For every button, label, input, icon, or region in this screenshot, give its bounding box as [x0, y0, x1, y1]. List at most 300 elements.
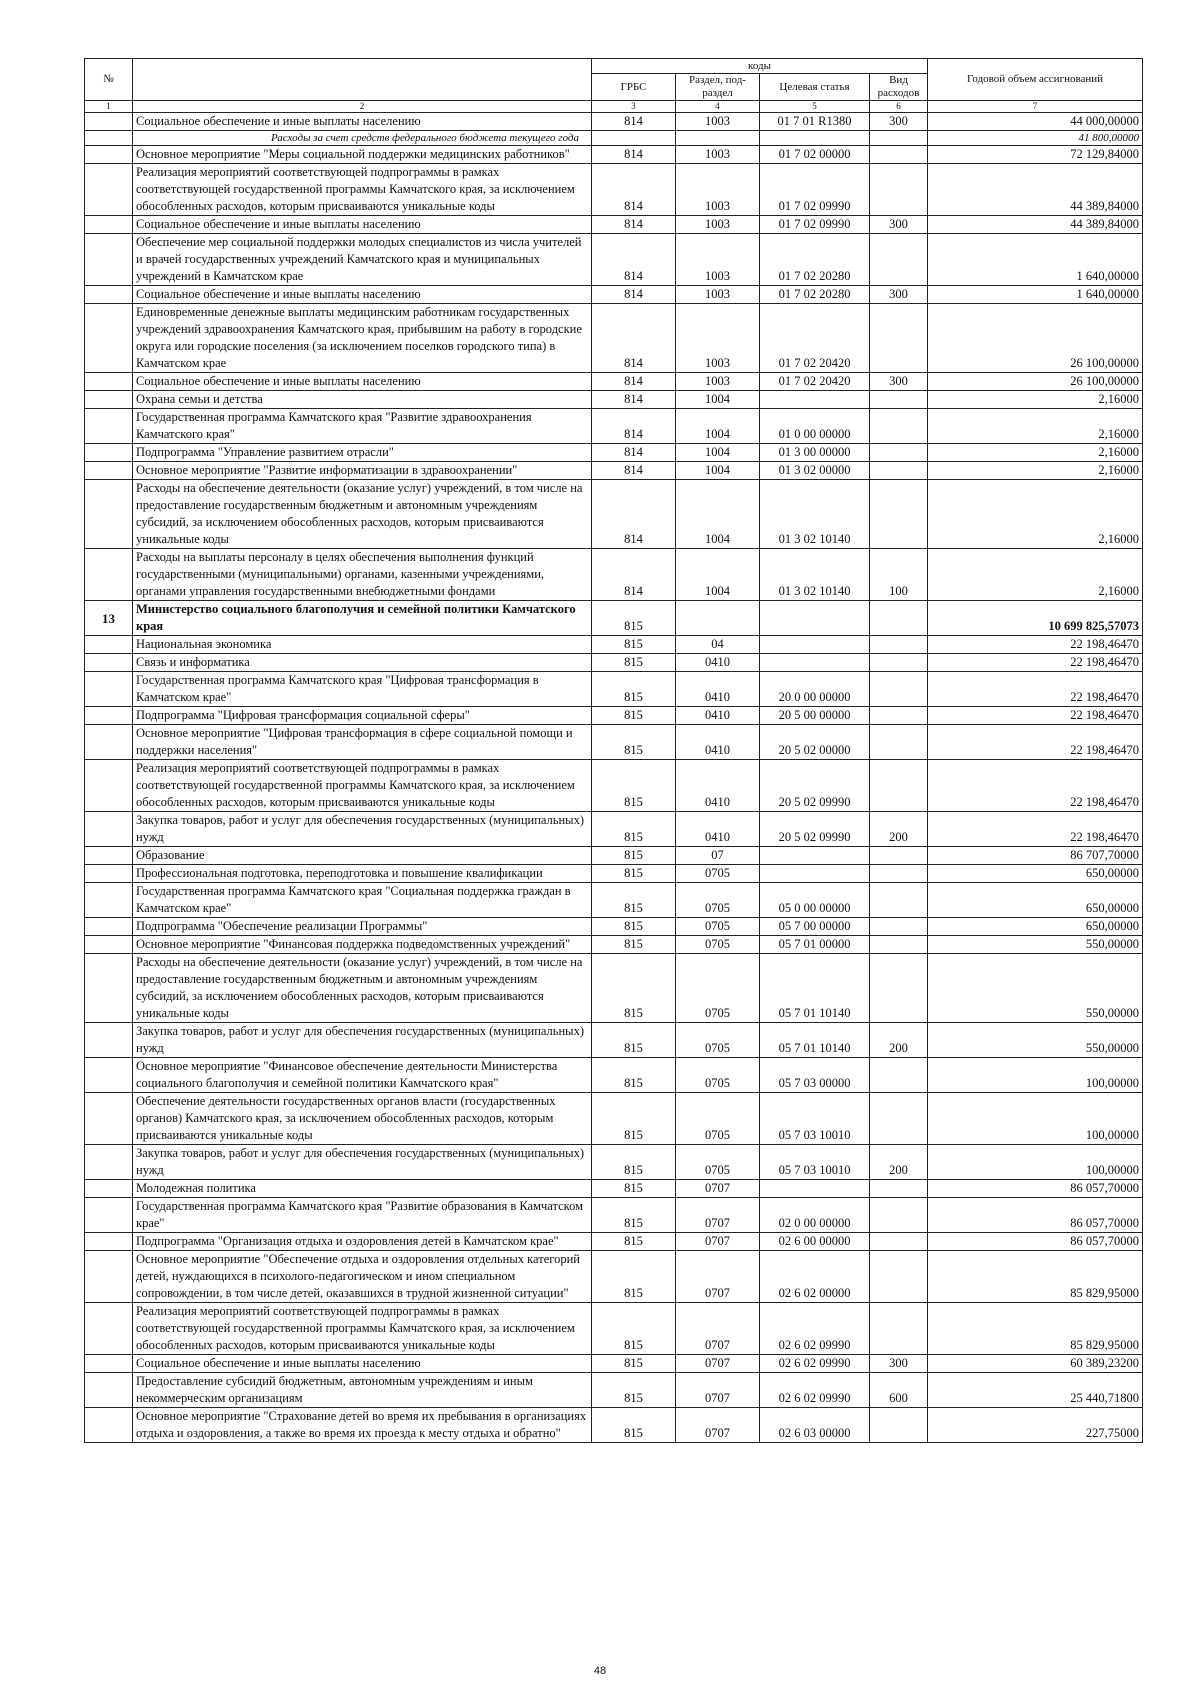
- row-section-code: 0707: [676, 1373, 760, 1408]
- row-description: Основное мероприятие "Финансовая поддержка подведомственных учреждений": [133, 936, 592, 954]
- row-section-code: 0707: [676, 1180, 760, 1198]
- header-num: №: [85, 59, 133, 101]
- row-number: [85, 1198, 133, 1233]
- row-number: [85, 462, 133, 480]
- row-expense-kind: 200: [870, 812, 928, 847]
- row-description: Основное мероприятие "Обеспечение отдыха и оздоровления отдельных категорий детей, нуждающихся в психолого-педагогическом и ином специальном сопровождении, в том числе детей, оказавшихся в трудной жизненной ситуации": [133, 1251, 592, 1303]
- row-description: Подпрограмма "Цифровая трансформация социальной сферы": [133, 707, 592, 725]
- row-number: [85, 654, 133, 672]
- row-expense-kind: [870, 918, 928, 936]
- table-row: [85, 164, 1143, 216]
- row-grbs-code: 815: [592, 654, 676, 672]
- row-amount: 227,75000: [928, 1408, 1143, 1443]
- row-number: [85, 391, 133, 409]
- row-amount: 650,00000: [928, 865, 1143, 883]
- row-grbs-code: 815: [592, 1180, 676, 1198]
- row-expense-kind: 300: [870, 113, 928, 131]
- row-number: [85, 1355, 133, 1373]
- row-section-code: 1003: [676, 113, 760, 131]
- budget-table: [84, 58, 1143, 1443]
- row-number: [85, 725, 133, 760]
- row-description: Профессиональная подготовка, переподготовка и повышение квалификации: [133, 865, 592, 883]
- row-expense-kind: [870, 1198, 928, 1233]
- table-row: [85, 847, 1143, 865]
- header-grbs: ГРБС: [592, 74, 676, 101]
- row-amount: 86 707,70000: [928, 847, 1143, 865]
- row-description: Социальное обеспечение и иные выплаты населению: [133, 113, 592, 131]
- row-grbs-code: 815: [592, 1408, 676, 1443]
- row-expense-kind: 100: [870, 549, 928, 601]
- row-expense-kind: [870, 707, 928, 725]
- row-grbs-code: 815: [592, 1355, 676, 1373]
- row-target-code: 05 7 03 10010: [760, 1145, 870, 1180]
- row-description: Реализация мероприятий соответствующей подпрограммы в рамках соответствующей государственной программы Камчатского края, за исключением обособленных расходов, которым присваиваются уникальные коды: [133, 1303, 592, 1355]
- row-amount: 26 100,00000: [928, 373, 1143, 391]
- row-target-code: 20 5 02 09990: [760, 812, 870, 847]
- row-description: Расходы на выплаты персоналу в целях обеспечения выполнения функций государственными (муниципальными) органами, казенными учреждениями, органами управления государственными внебюджетными фондами: [133, 549, 592, 601]
- row-number: [85, 113, 133, 131]
- table-row: [85, 480, 1143, 549]
- row-amount: 26 100,00000: [928, 304, 1143, 373]
- table-row: [85, 131, 1143, 146]
- row-section-code: 1003: [676, 304, 760, 373]
- row-grbs-code: 814: [592, 373, 676, 391]
- row-number: [85, 847, 133, 865]
- row-amount: 22 198,46470: [928, 812, 1143, 847]
- table-row: [85, 601, 1143, 636]
- row-section-code: 0705: [676, 1023, 760, 1058]
- header-kind: Вид расходов: [870, 74, 928, 101]
- row-grbs-code: 815: [592, 812, 676, 847]
- row-section-code: 0707: [676, 1251, 760, 1303]
- row-amount: 100,00000: [928, 1145, 1143, 1180]
- row-target-code: 05 0 00 00000: [760, 883, 870, 918]
- table-row: [85, 812, 1143, 847]
- row-grbs-code: 814: [592, 216, 676, 234]
- row-expense-kind: [870, 444, 928, 462]
- header-colnum: 6: [870, 101, 928, 113]
- header-colnum: 2: [133, 101, 592, 113]
- row-grbs-code: 814: [592, 462, 676, 480]
- row-target-code: 01 7 02 20280: [760, 286, 870, 304]
- row-section-code: 0705: [676, 1093, 760, 1145]
- row-grbs-code: 814: [592, 146, 676, 164]
- row-number: [85, 234, 133, 286]
- row-number: [85, 216, 133, 234]
- row-expense-kind: [870, 1251, 928, 1303]
- row-expense-kind: [870, 462, 928, 480]
- row-description: Подпрограмма "Обеспечение реализации Программы": [133, 918, 592, 936]
- row-description: Подпрограмма "Управление развитием отрасли": [133, 444, 592, 462]
- row-description: Основное мероприятие "Страхование детей во время их пребывания в организациях отдыха и оздоровления, а также во время их проезда к месту отдыха и обратно": [133, 1408, 592, 1443]
- row-section-code: 0705: [676, 883, 760, 918]
- row-number: [85, 286, 133, 304]
- row-number: [85, 760, 133, 812]
- row-amount: 550,00000: [928, 936, 1143, 954]
- row-amount: 22 198,46470: [928, 636, 1143, 654]
- row-grbs-code: 815: [592, 1023, 676, 1058]
- row-description: Молодежная политика: [133, 1180, 592, 1198]
- row-grbs-code: 815: [592, 1251, 676, 1303]
- table-row: [85, 549, 1143, 601]
- row-section-code: 1003: [676, 164, 760, 216]
- row-section-code: 1004: [676, 391, 760, 409]
- row-target-code: 02 6 02 00000: [760, 1251, 870, 1303]
- row-description: Единовременные денежные выплаты медицинским работникам государственных учреждений здравоохранения Камчатского края, прибывшим на работу в городские округа или городские поселения (за исключением поселков городского типа) в Камчатском крае: [133, 304, 592, 373]
- row-number: [85, 954, 133, 1023]
- row-section-code: 0705: [676, 1145, 760, 1180]
- row-expense-kind: [870, 760, 928, 812]
- row-number: [85, 1180, 133, 1198]
- row-expense-kind: [870, 1180, 928, 1198]
- table-row: [85, 216, 1143, 234]
- row-amount: 41 800,00000: [928, 131, 1143, 146]
- row-number: [85, 549, 133, 601]
- table-row: [85, 636, 1143, 654]
- row-amount: 60 389,23200: [928, 1355, 1143, 1373]
- row-target-code: 01 7 02 00000: [760, 146, 870, 164]
- row-section-code: 07: [676, 847, 760, 865]
- row-expense-kind: 300: [870, 373, 928, 391]
- row-section-code: 0410: [676, 654, 760, 672]
- header-colnum: 7: [928, 101, 1143, 113]
- row-section-code: [676, 131, 760, 146]
- row-number: [85, 883, 133, 918]
- row-grbs-code: 815: [592, 936, 676, 954]
- table-row: [85, 373, 1143, 391]
- row-expense-kind: [870, 847, 928, 865]
- row-target-code: 05 7 01 10140: [760, 1023, 870, 1058]
- row-amount: 650,00000: [928, 883, 1143, 918]
- row-amount: 650,00000: [928, 918, 1143, 936]
- row-description: Основное мероприятие "Меры социальной поддержки медицинских работников": [133, 146, 592, 164]
- table-row: [85, 1145, 1143, 1180]
- row-description: Министерство социального благополучия и семейной политики Камчатского края: [133, 601, 592, 636]
- table-row: [85, 1251, 1143, 1303]
- row-target-code: 01 7 02 20280: [760, 234, 870, 286]
- row-expense-kind: [870, 883, 928, 918]
- table-row: [85, 1023, 1143, 1058]
- row-target-code: [760, 847, 870, 865]
- table-row: [85, 1303, 1143, 1355]
- row-section-code: 0410: [676, 672, 760, 707]
- row-amount: 2,16000: [928, 391, 1143, 409]
- row-number: [85, 373, 133, 391]
- table-row: [85, 954, 1143, 1023]
- row-target-code: 01 7 02 09990: [760, 164, 870, 216]
- row-target-code: 05 7 01 10140: [760, 954, 870, 1023]
- row-expense-kind: [870, 601, 928, 636]
- row-target-code: 02 6 03 00000: [760, 1408, 870, 1443]
- row-number: [85, 1408, 133, 1443]
- row-expense-kind: [870, 480, 928, 549]
- row-amount: 22 198,46470: [928, 654, 1143, 672]
- row-section-code: 0705: [676, 936, 760, 954]
- row-section-code: 1004: [676, 444, 760, 462]
- row-grbs-code: 814: [592, 286, 676, 304]
- page-number: 48: [593, 1665, 607, 1677]
- table-row: [85, 1408, 1143, 1443]
- row-amount: 1 640,00000: [928, 234, 1143, 286]
- table-row: [85, 725, 1143, 760]
- row-target-code: 20 5 02 09990: [760, 760, 870, 812]
- header-colnum: 5: [760, 101, 870, 113]
- table-row: [85, 1058, 1143, 1093]
- row-description: Социальное обеспечение и иные выплаты населению: [133, 1355, 592, 1373]
- row-grbs-code: 815: [592, 918, 676, 936]
- row-grbs-code: 815: [592, 601, 676, 636]
- row-expense-kind: [870, 865, 928, 883]
- row-description: Связь и информатика: [133, 654, 592, 672]
- table-row: [85, 304, 1143, 373]
- row-grbs-code: 815: [592, 1233, 676, 1251]
- row-target-code: [760, 131, 870, 146]
- table-row: [85, 444, 1143, 462]
- row-target-code: [760, 1180, 870, 1198]
- row-description: Реализация мероприятий соответствующей подпрограммы в рамках соответствующей государственной программы Камчатского края, за исключением обособленных расходов, которым присваиваются уникальные коды: [133, 760, 592, 812]
- row-amount: 85 829,95000: [928, 1251, 1143, 1303]
- row-target-code: 02 6 02 09990: [760, 1303, 870, 1355]
- row-amount: 2,16000: [928, 549, 1143, 601]
- row-number: 13: [85, 601, 133, 636]
- row-grbs-code: 815: [592, 725, 676, 760]
- row-amount: 86 057,70000: [928, 1233, 1143, 1251]
- row-expense-kind: 200: [870, 1023, 928, 1058]
- row-section-code: 1004: [676, 549, 760, 601]
- row-grbs-code: 815: [592, 1373, 676, 1408]
- row-target-code: 20 5 00 00000: [760, 707, 870, 725]
- row-number: [85, 1233, 133, 1251]
- row-expense-kind: [870, 234, 928, 286]
- row-grbs-code: 815: [592, 954, 676, 1023]
- row-amount: 2,16000: [928, 480, 1143, 549]
- row-section-code: 1003: [676, 286, 760, 304]
- table-row: [85, 462, 1143, 480]
- row-expense-kind: [870, 1093, 928, 1145]
- row-expense-kind: [870, 725, 928, 760]
- row-target-code: 02 6 02 09990: [760, 1355, 870, 1373]
- table-row: [85, 1355, 1143, 1373]
- table-row: [85, 1180, 1143, 1198]
- row-amount: 550,00000: [928, 954, 1143, 1023]
- row-amount: 10 699 825,57073: [928, 601, 1143, 636]
- budget-table-sheet: [84, 58, 1142, 1443]
- row-target-code: 05 7 03 10010: [760, 1093, 870, 1145]
- row-grbs-code: 814: [592, 113, 676, 131]
- row-expense-kind: 300: [870, 216, 928, 234]
- row-expense-kind: [870, 954, 928, 1023]
- row-grbs-code: 815: [592, 707, 676, 725]
- row-description: Социальное обеспечение и иные выплаты населению: [133, 286, 592, 304]
- header-colnum: 3: [592, 101, 676, 113]
- row-amount: 100,00000: [928, 1093, 1143, 1145]
- row-number: [85, 1093, 133, 1145]
- row-number: [85, 865, 133, 883]
- table-row: [85, 1373, 1143, 1408]
- row-amount: 85 829,95000: [928, 1303, 1143, 1355]
- row-section-code: [676, 601, 760, 636]
- table-row: [85, 760, 1143, 812]
- row-section-code: 0705: [676, 918, 760, 936]
- row-target-code: 01 3 02 10140: [760, 480, 870, 549]
- row-grbs-code: 814: [592, 391, 676, 409]
- row-number: [85, 1058, 133, 1093]
- row-target-code: 02 0 00 00000: [760, 1198, 870, 1233]
- row-target-code: 05 7 01 00000: [760, 936, 870, 954]
- row-description: Основное мероприятие "Цифровая трансформация в сфере социальной помощи и поддержки населения": [133, 725, 592, 760]
- row-expense-kind: [870, 409, 928, 444]
- row-target-code: 01 7 01 R1380: [760, 113, 870, 131]
- table-row: [85, 883, 1143, 918]
- row-grbs-code: 815: [592, 1198, 676, 1233]
- row-description: Государственная программа Камчатского края "Развитие образования в Камчатском крае": [133, 1198, 592, 1233]
- row-amount: 22 198,46470: [928, 760, 1143, 812]
- row-expense-kind: [870, 391, 928, 409]
- row-target-code: 01 0 00 00000: [760, 409, 870, 444]
- table-row: [85, 865, 1143, 883]
- row-expense-kind: [870, 1408, 928, 1443]
- row-grbs-code: 814: [592, 234, 676, 286]
- row-number: [85, 480, 133, 549]
- row-expense-kind: 300: [870, 286, 928, 304]
- row-grbs-code: 815: [592, 865, 676, 883]
- header-section: Раздел, под-раздел: [676, 74, 760, 101]
- row-grbs-code: 814: [592, 164, 676, 216]
- table-row: [85, 391, 1143, 409]
- row-expense-kind: [870, 1058, 928, 1093]
- row-amount: 44 389,84000: [928, 164, 1143, 216]
- row-description: Социальное обеспечение и иные выплаты населению: [133, 373, 592, 391]
- row-section-code: 1003: [676, 234, 760, 286]
- row-number: [85, 1303, 133, 1355]
- row-target-code: 05 7 00 00000: [760, 918, 870, 936]
- table-row: [85, 1198, 1143, 1233]
- row-expense-kind: [870, 672, 928, 707]
- table-row: [85, 672, 1143, 707]
- row-amount: 25 440,71800: [928, 1373, 1143, 1408]
- row-expense-kind: 300: [870, 1355, 928, 1373]
- row-section-code: 1004: [676, 462, 760, 480]
- row-number: [85, 146, 133, 164]
- row-target-code: 20 5 02 00000: [760, 725, 870, 760]
- row-expense-kind: [870, 304, 928, 373]
- row-number: [85, 636, 133, 654]
- row-description: Расходы на обеспечение деятельности (оказание услуг) учреждений, в том числе на предоставление государственным бюджетным и автономным учреждениям субсидий, за исключением обособленных расходов, которым присваиваются уникальные коды: [133, 480, 592, 549]
- row-section-code: 1004: [676, 480, 760, 549]
- row-number: [85, 444, 133, 462]
- row-target-code: [760, 636, 870, 654]
- row-grbs-code: 815: [592, 760, 676, 812]
- table-row: [85, 234, 1143, 286]
- row-grbs-code: 814: [592, 304, 676, 373]
- table-row: [85, 654, 1143, 672]
- row-description: Подпрограмма "Организация отдыха и оздоровления детей в Камчатском крае": [133, 1233, 592, 1251]
- header-codes: коды: [592, 59, 928, 74]
- row-description: Охрана семьи и детства: [133, 391, 592, 409]
- row-number: [85, 812, 133, 847]
- row-grbs-code: 815: [592, 672, 676, 707]
- table-row: [85, 936, 1143, 954]
- row-grbs-code: 814: [592, 549, 676, 601]
- header-colnum: 1: [85, 101, 133, 113]
- row-section-code: 0707: [676, 1303, 760, 1355]
- row-section-code: 0707: [676, 1355, 760, 1373]
- row-expense-kind: [870, 131, 928, 146]
- row-section-code: 0707: [676, 1233, 760, 1251]
- row-expense-kind: [870, 1303, 928, 1355]
- row-amount: 2,16000: [928, 409, 1143, 444]
- row-expense-kind: [870, 654, 928, 672]
- row-amount: 2,16000: [928, 444, 1143, 462]
- header-description: [133, 59, 592, 101]
- row-number: [85, 409, 133, 444]
- row-target-code: [760, 654, 870, 672]
- row-grbs-code: 815: [592, 847, 676, 865]
- row-target-code: 01 7 02 20420: [760, 373, 870, 391]
- row-expense-kind: 200: [870, 1145, 928, 1180]
- row-expense-kind: [870, 1233, 928, 1251]
- row-target-code: 20 0 00 00000: [760, 672, 870, 707]
- row-amount: 44 389,84000: [928, 216, 1143, 234]
- row-target-code: 01 7 02 09990: [760, 216, 870, 234]
- row-target-code: 01 7 02 20420: [760, 304, 870, 373]
- row-section-code: 0410: [676, 725, 760, 760]
- row-section-code: 0410: [676, 812, 760, 847]
- table-row: [85, 286, 1143, 304]
- row-description: Предоставление субсидий бюджетным, автономным учреждениям и иным некоммерческим организациям: [133, 1373, 592, 1408]
- row-expense-kind: [870, 936, 928, 954]
- table-row: [85, 146, 1143, 164]
- row-description: Реализация мероприятий соответствующей подпрограммы в рамках соответствующей государственной программы Камчатского края, за исключением обособленных расходов, которым присваиваются уникальные коды: [133, 164, 592, 216]
- row-grbs-code: 815: [592, 636, 676, 654]
- row-description: Закупка товаров, работ и услуг для обеспечения государственных (муниципальных) нужд: [133, 1023, 592, 1058]
- row-section-code: 1003: [676, 216, 760, 234]
- row-target-code: [760, 601, 870, 636]
- row-number: [85, 304, 133, 373]
- row-section-code: 1003: [676, 373, 760, 391]
- row-amount: 100,00000: [928, 1058, 1143, 1093]
- row-description: Социальное обеспечение и иные выплаты населению: [133, 216, 592, 234]
- row-number: [85, 1251, 133, 1303]
- row-amount: 1 640,00000: [928, 286, 1143, 304]
- row-target-code: 01 3 00 00000: [760, 444, 870, 462]
- row-grbs-code: 814: [592, 444, 676, 462]
- table-row: [85, 409, 1143, 444]
- row-amount: 22 198,46470: [928, 725, 1143, 760]
- row-expense-kind: 600: [870, 1373, 928, 1408]
- row-amount: 72 129,84000: [928, 146, 1143, 164]
- row-description: Государственная программа Камчатского края "Цифровая трансформация в Камчатском крае": [133, 672, 592, 707]
- row-grbs-code: 815: [592, 1303, 676, 1355]
- row-amount: 550,00000: [928, 1023, 1143, 1058]
- table-body: [85, 113, 1143, 1443]
- row-grbs-code: 815: [592, 1093, 676, 1145]
- row-section-code: 0707: [676, 1408, 760, 1443]
- row-expense-kind: [870, 636, 928, 654]
- table-header: [85, 59, 1143, 113]
- row-description: Национальная экономика: [133, 636, 592, 654]
- row-section-code: 1004: [676, 409, 760, 444]
- header-target: Целевая статья: [760, 74, 870, 101]
- row-target-code: 02 6 00 00000: [760, 1233, 870, 1251]
- header-amount: Годовой объем ассигнований: [928, 59, 1143, 101]
- row-expense-kind: [870, 164, 928, 216]
- row-section-code: 0410: [676, 707, 760, 725]
- row-grbs-code: 814: [592, 409, 676, 444]
- row-description: Основное мероприятие "Развитие информатизации в здравоохранении": [133, 462, 592, 480]
- row-grbs-code: 815: [592, 883, 676, 918]
- row-description: Основное мероприятие "Финансовое обеспечение деятельности Министерства социального благополучия и семейной политики Камчатского края": [133, 1058, 592, 1093]
